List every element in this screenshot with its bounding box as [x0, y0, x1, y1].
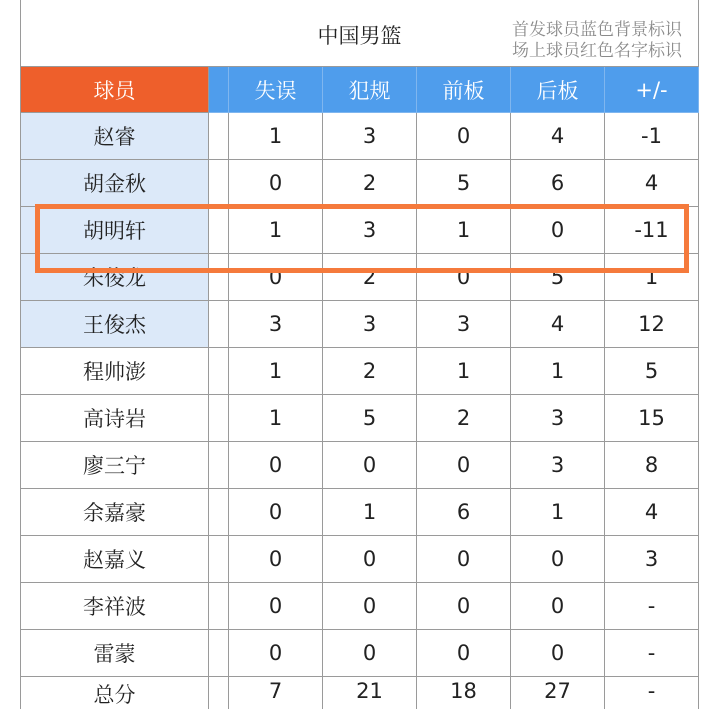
turnovers-cell: 0 [229, 254, 323, 301]
defensive-rebounds-cell: 0 [511, 536, 605, 583]
plus-minus-cell: 4 [605, 160, 699, 207]
turnovers-cell: 0 [229, 442, 323, 489]
plus-minus-cell: 1 [605, 254, 699, 301]
legend-note-starter: 首发球员蓝色背景标识 [512, 20, 683, 40]
spacer-cell [209, 583, 229, 630]
plus-minus-cell: 3 [605, 536, 699, 583]
player-name: 朱俊龙 [21, 254, 209, 301]
player-name: 王俊杰 [21, 301, 209, 348]
plus-minus-cell: 15 [605, 395, 699, 442]
table-row[interactable] [21, 254, 699, 301]
totals-defensive-rebounds-cell: 27 [511, 677, 605, 710]
legend-note [512, 20, 682, 62]
totals-turnovers-cell: 7 [229, 677, 323, 710]
title-row [21, 0, 699, 67]
table-body [21, 113, 699, 710]
player-name: 余嘉豪 [21, 489, 209, 536]
offensive-rebounds-cell: 1 [417, 207, 511, 254]
defensive-rebounds-cell: 0 [511, 583, 605, 630]
player-name: 李祥波 [21, 583, 209, 630]
totals-plus-minus-cell: - [605, 677, 699, 710]
totals-label: 总分 [21, 677, 209, 710]
fouls-cell: 0 [323, 536, 417, 583]
player-name: 廖三宁 [21, 442, 209, 489]
turnovers-cell: 0 [229, 160, 323, 207]
fouls-cell: 0 [323, 442, 417, 489]
defensive-rebounds-cell: 3 [511, 442, 605, 489]
offensive-rebounds-cell: 6 [417, 489, 511, 536]
offensive-rebounds-cell: 0 [417, 536, 511, 583]
plus-minus-cell: - [605, 630, 699, 677]
fouls-cell: 3 [323, 207, 417, 254]
spacer-cell [209, 442, 229, 489]
column-header-turnovers[interactable]: 失误 [229, 67, 323, 113]
totals-fouls-cell: 21 [323, 677, 417, 710]
turnovers-cell: 0 [229, 489, 323, 536]
table-row[interactable] [21, 301, 699, 348]
player-name: 赵嘉义 [21, 536, 209, 583]
defensive-rebounds-cell: 0 [511, 207, 605, 254]
column-header-defensive-rebounds[interactable]: 后板 [511, 67, 605, 113]
defensive-rebounds-cell: 4 [511, 113, 605, 160]
plus-minus-cell: 4 [605, 489, 699, 536]
fouls-cell: 3 [323, 301, 417, 348]
plus-minus-cell: -11 [605, 207, 699, 254]
table-row[interactable] [21, 583, 699, 630]
turnovers-cell: 1 [229, 113, 323, 160]
player-name: 胡明轩 [21, 207, 209, 254]
offensive-rebounds-cell: 0 [417, 254, 511, 301]
turnovers-cell: 1 [229, 395, 323, 442]
table-title: 中国男篮 [317, 24, 402, 48]
plus-minus-cell: - [605, 583, 699, 630]
plus-minus-cell: 8 [605, 442, 699, 489]
offensive-rebounds-cell: 0 [417, 583, 511, 630]
table-row[interactable] [21, 489, 699, 536]
defensive-rebounds-cell: 5 [511, 254, 605, 301]
stats-table [20, 0, 699, 709]
column-header-offensive-rebounds[interactable]: 前板 [417, 67, 511, 113]
table-row[interactable] [21, 395, 699, 442]
spacer-cell [209, 395, 229, 442]
table-row[interactable] [21, 442, 699, 489]
defensive-rebounds-cell: 1 [511, 348, 605, 395]
table-row[interactable] [21, 630, 699, 677]
player-name: 程帅澎 [21, 348, 209, 395]
column-header-spacer [209, 67, 229, 113]
fouls-cell: 0 [323, 630, 417, 677]
title-cell [21, 0, 699, 67]
offensive-rebounds-cell: 0 [417, 442, 511, 489]
defensive-rebounds-cell: 6 [511, 160, 605, 207]
turnovers-cell: 0 [229, 583, 323, 630]
table-row-highlighted[interactable] [21, 207, 699, 254]
table-row[interactable] [21, 160, 699, 207]
defensive-rebounds-cell: 1 [511, 489, 605, 536]
column-header-plus-minus[interactable]: +/- [605, 67, 699, 113]
defensive-rebounds-cell: 0 [511, 630, 605, 677]
plus-minus-cell: 12 [605, 301, 699, 348]
table-row[interactable] [21, 113, 699, 160]
spacer-cell [209, 536, 229, 583]
spacer-cell [209, 489, 229, 536]
defensive-rebounds-cell: 4 [511, 301, 605, 348]
offensive-rebounds-cell: 0 [417, 630, 511, 677]
offensive-rebounds-cell: 1 [417, 348, 511, 395]
fouls-cell: 2 [323, 348, 417, 395]
player-name: 雷蒙 [21, 630, 209, 677]
spacer-cell [209, 160, 229, 207]
offensive-rebounds-cell: 3 [417, 301, 511, 348]
stats-table-container [20, 0, 698, 709]
turnovers-cell: 3 [229, 301, 323, 348]
turnovers-cell: 1 [229, 348, 323, 395]
spacer-cell [209, 630, 229, 677]
turnovers-cell: 1 [229, 207, 323, 254]
turnovers-cell: 0 [229, 630, 323, 677]
fouls-cell: 3 [323, 113, 417, 160]
table-row[interactable] [21, 348, 699, 395]
column-header-row [21, 67, 699, 113]
spacer-cell [209, 254, 229, 301]
plus-minus-cell: 5 [605, 348, 699, 395]
defensive-rebounds-cell: 3 [511, 395, 605, 442]
player-name: 胡金秋 [21, 160, 209, 207]
totals-offensive-rebounds-cell: 18 [417, 677, 511, 710]
player-name: 高诗岩 [21, 395, 209, 442]
plus-minus-cell: -1 [605, 113, 699, 160]
offensive-rebounds-cell: 5 [417, 160, 511, 207]
table-row[interactable] [21, 536, 699, 583]
column-header-fouls[interactable]: 犯规 [323, 67, 417, 113]
spacer-cell [209, 348, 229, 395]
fouls-cell: 1 [323, 489, 417, 536]
fouls-cell: 2 [323, 160, 417, 207]
spacer-cell [209, 207, 229, 254]
player-name: 赵睿 [21, 113, 209, 160]
column-header-player[interactable]: 球员 [21, 67, 209, 113]
fouls-cell: 2 [323, 254, 417, 301]
offensive-rebounds-cell: 2 [417, 395, 511, 442]
fouls-cell: 5 [323, 395, 417, 442]
spacer-cell [209, 113, 229, 160]
legend-note-oncourt: 场上球员红色名字标识 [512, 41, 683, 61]
spacer-cell [209, 301, 229, 348]
fouls-cell: 0 [323, 583, 417, 630]
turnovers-cell: 0 [229, 536, 323, 583]
offensive-rebounds-cell: 0 [417, 113, 511, 160]
totals-row [21, 677, 699, 710]
spacer-cell [209, 677, 229, 710]
